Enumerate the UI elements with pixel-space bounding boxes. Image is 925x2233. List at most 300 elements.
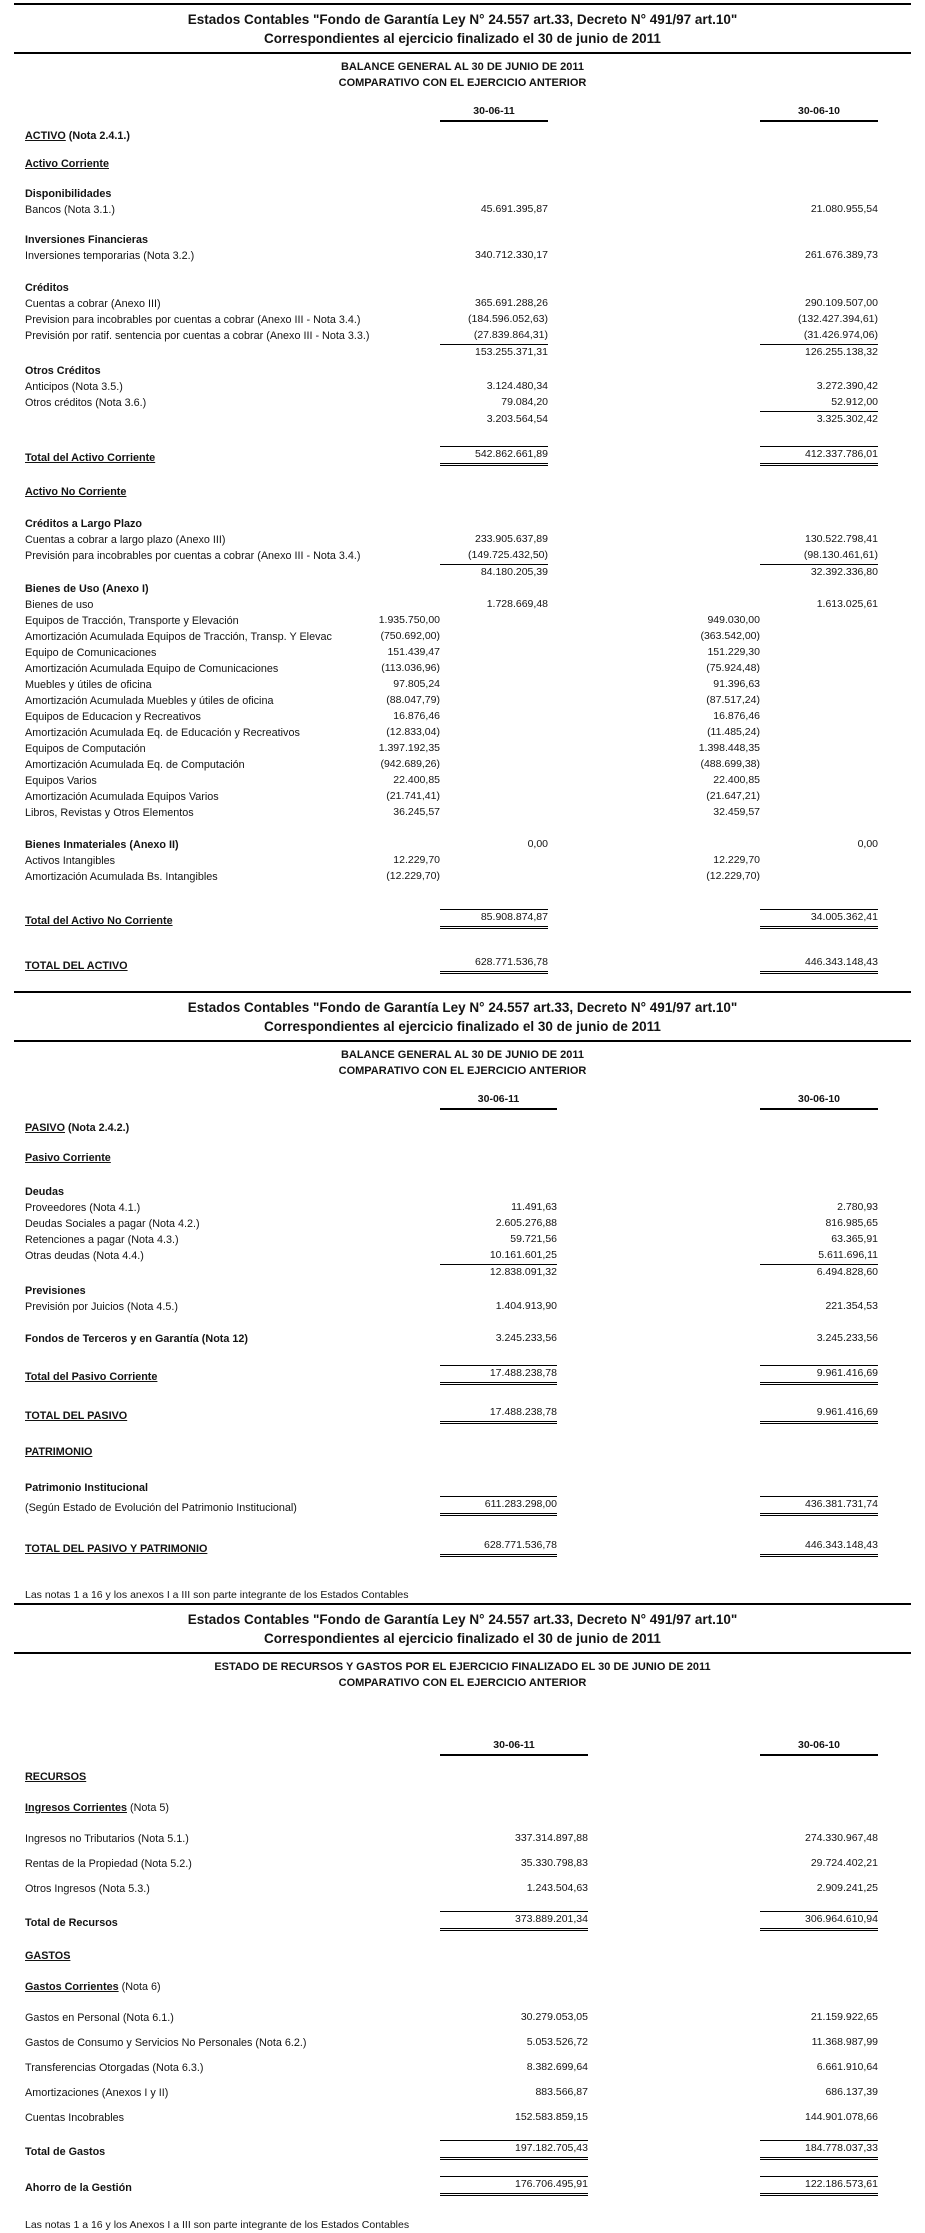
amount-cell-a: [370, 1280, 440, 1281]
amount-cell-d: 9.961.416,69: [760, 1365, 878, 1385]
amount-cell-a: [370, 928, 440, 929]
amount-cell-b: 628.771.536,78: [440, 1538, 557, 1557]
amount-cell-b: [440, 1135, 557, 1136]
amount-cell-a: [370, 547, 440, 548]
amount-cell-d: [760, 788, 878, 789]
amount-cell-b: 35.330.798,83: [520, 1857, 588, 1869]
amount-cell-b: [440, 1994, 588, 1995]
amount-cell-b: 628.771.536,78: [440, 955, 548, 974]
amount-cell-a: [370, 465, 440, 466]
amount-cell-d: [760, 756, 878, 757]
amount-cell-c: [588, 2195, 760, 2196]
table-row: [0, 741, 925, 757]
row-label: Gastos de Consumo y Servicios No Personales (Nota 6.2.): [25, 2037, 307, 2049]
row-label: Proveedores (Nota 4.1.): [25, 1202, 141, 1214]
amount-cell-b: [440, 171, 548, 172]
amount-cell-b: [440, 1459, 557, 1460]
table-row: [0, 773, 925, 789]
row-label: Ahorro de la Gestión: [25, 2182, 132, 2194]
amount-cell-d: 144.901.078,66: [805, 2111, 878, 2123]
amount-cell-a: [370, 295, 440, 296]
table-row: [0, 2009, 925, 2026]
divider: [14, 52, 911, 54]
amount-cell-d: [760, 804, 878, 805]
amount-cell-d: [760, 820, 878, 821]
amount-cell-b: [440, 1784, 588, 1785]
column-header-current: 30-06-11: [440, 1092, 557, 1110]
table-row: [0, 344, 925, 361]
amount-cell-b: 84.180.205,39: [440, 564, 548, 581]
table-row: [0, 2176, 925, 2196]
amount-cell-b: (27.839.864,31): [473, 329, 548, 341]
amount-cell-c: [588, 1963, 760, 1964]
row-label: Inversiones Financieras: [25, 234, 149, 246]
amount-cell-b: 12.838.091,32: [440, 1264, 557, 1281]
amount-cell-d: 1.613.025,61: [816, 598, 878, 610]
row-label: Equipos de Tracción, Transporte y Elevación: [25, 615, 239, 627]
amount-cell-c: 32.459,57: [713, 806, 760, 818]
amount-cell-c: [588, 2075, 760, 2076]
amount-cell-a: [370, 143, 440, 144]
amount-cell-c: [548, 143, 760, 144]
amount-cell-a: [370, 1963, 440, 1964]
table-row: [0, 248, 925, 264]
table-row: [0, 693, 925, 709]
row-label: Equipo de Comunicaciones: [25, 647, 157, 659]
table-row: [0, 789, 925, 805]
amount-cell-a: [370, 394, 440, 395]
row-label: Previsión para incobrables por cuentas a cobrar (Anexo III - Nota 3.4.): [25, 550, 361, 562]
amount-cell-b: 11.491,63: [511, 1201, 557, 1213]
page-balance-pasivo: [0, 988, 925, 1600]
amount-cell-b: 5.053.526,72: [526, 2036, 588, 2048]
row-label: Bienes de uso: [25, 599, 94, 611]
amount-cell-a: [370, 973, 440, 974]
amount-cell-b: 3.245.233,56: [495, 1332, 557, 1344]
amount-cell-d: 9.961.416,69: [760, 1405, 878, 1424]
amount-cell-c: [557, 1231, 760, 1232]
table-row: [0, 564, 925, 581]
amount-cell-d: 412.337.786,01: [760, 446, 878, 466]
document-title: Estados Contables "Fondo de Garantía Ley N° 24.557 art.33, Decreto N° 491/97 art.10": [187, 1612, 738, 1627]
amount-cell-c: [548, 973, 760, 974]
table-row: [0, 2140, 925, 2160]
amount-cell-a: 12.229,70: [393, 854, 440, 866]
amount-cell-a: (21.741,41): [386, 790, 440, 802]
amount-cell-d: [760, 884, 878, 885]
table-row: [0, 1248, 925, 1264]
row-label: Muebles y útiles de oficina: [25, 679, 152, 691]
amount-cell-b: [440, 772, 548, 773]
row-label: Créditos: [25, 282, 69, 294]
amount-cell-a: [370, 427, 440, 428]
amount-cell-d: [760, 724, 878, 725]
amount-cell-b: 59.721,56: [510, 1233, 557, 1245]
amount-cell-d: 2.780,93: [837, 1201, 878, 1213]
amount-cell-b: 197.182.705,43: [440, 2140, 588, 2160]
row-label: Pasivo Corriente: [25, 1152, 111, 1164]
table-row: [0, 1283, 925, 1299]
amount-cell-c: [557, 1495, 760, 1496]
amount-cell-a: (942.689,26): [380, 758, 440, 770]
amount-cell-a: 1.935.750,00: [378, 614, 440, 626]
amount-cell-c: [588, 1930, 760, 1931]
amount-cell-a: [370, 201, 440, 202]
amount-cell-b: 45.691.395,87: [480, 203, 548, 215]
row-label: Cuentas a cobrar (Anexo III): [25, 298, 161, 310]
amount-cell-c: (12.229,70): [706, 870, 760, 882]
amount-cell-d: 21.159.922,65: [810, 2011, 878, 2023]
amount-cell-d: 21.080.955,54: [810, 203, 878, 215]
amount-cell-b: [440, 708, 548, 709]
amount-cell-a: [370, 1165, 440, 1166]
row-label: Otros Ingresos (Nota 5.3.): [25, 1883, 150, 1895]
amount-cell-a: [370, 2159, 440, 2160]
table-row: [0, 709, 925, 725]
amount-cell-a: [370, 1247, 440, 1248]
rows-recursos-gastos: [0, 1768, 925, 2233]
amount-cell-b: [440, 820, 548, 821]
amount-cell-b: (149.725.432,50): [468, 549, 548, 561]
row-label: Prevision para incobrables por cuentas a cobrar (Anexo III - Nota 3.4.): [25, 314, 361, 326]
row-label-note: (Nota 5): [127, 1802, 170, 1814]
amount-cell-d: 52.912,00: [831, 396, 878, 408]
amount-cell-d: 122.186.573,61: [760, 2176, 878, 2196]
amount-cell-b: 17.488.238,78: [440, 1405, 557, 1424]
row-label: TOTAL DEL ACTIVO: [25, 960, 128, 972]
divider: [14, 991, 911, 993]
amount-cell-d: [760, 628, 878, 629]
amount-cell-d: (31.426.974,06): [803, 329, 878, 341]
amount-cell-a: (88.047,79): [386, 694, 440, 706]
amount-cell-c: [548, 596, 760, 597]
table-row: [0, 1830, 925, 1847]
row-label: Total de Recursos: [25, 1917, 118, 1929]
amount-cell-a: [370, 1263, 440, 1264]
row-label: Equipos de Educacion y Recreativos: [25, 711, 201, 723]
amount-cell-d: 11.368.987,99: [811, 2036, 878, 2048]
table-row: [0, 1216, 925, 1232]
amount-cell-b: 17.488.238,78: [440, 1365, 557, 1385]
table-row: [0, 613, 925, 629]
row-label: Activos Intangibles: [25, 855, 116, 867]
amount-cell-c: [557, 1314, 760, 1315]
amount-cell-a: [370, 1314, 440, 1315]
amount-cell-a: 36.245,57: [393, 806, 440, 818]
table-row: [0, 1299, 925, 1315]
row-label: TOTAL DEL PASIVO: [25, 1410, 128, 1422]
amount-cell-d: 6.661.910,64: [816, 2061, 878, 2073]
table-row: [0, 363, 925, 379]
amount-cell-d: [760, 1815, 878, 1816]
column-header-prior: 30-06-10: [760, 104, 878, 122]
table-row: [0, 296, 925, 312]
row-label: (Según Estado de Evolución del Patrimonio Institucional): [25, 1502, 297, 1514]
row-label: Amortizaciones (Anexos I y II): [25, 2087, 169, 2099]
amount-cell-c: [557, 1263, 760, 1264]
amount-cell-a: (113.036,96): [381, 662, 440, 674]
amount-cell-a: [370, 1423, 440, 1424]
amount-cell-d: [760, 1784, 878, 1785]
table-row: [0, 1184, 925, 1200]
amount-cell-d: 446.343.148,43: [760, 1538, 878, 1557]
amount-cell-c: [557, 1459, 760, 1460]
amount-cell-a: [370, 1815, 440, 1816]
amount-cell-c: [548, 427, 760, 428]
table-row: [0, 629, 925, 645]
row-label: Fondos de Terceros y en Garantía (Nota 12): [25, 1333, 248, 1345]
amount-cell-d: [760, 143, 878, 144]
amount-cell-a: (12.229,70): [386, 870, 440, 882]
amount-cell-b: 3.124.480,34: [486, 380, 548, 392]
amount-cell-c: [557, 1165, 760, 1166]
amount-cell-c: (488.699,38): [700, 758, 760, 770]
document-subtitle: Correspondientes al ejercicio finalizado el 30 de junio de 2011: [264, 1019, 661, 1034]
statement-name: BALANCE GENERAL AL 30 DE JUNIO DE 2011: [340, 1049, 585, 1061]
amount-cell-c: [557, 1346, 760, 1347]
row-label: Las notas 1 a 16 y los anexos I a III son parte integrante de los Estados Contables: [25, 1589, 409, 1600]
amount-cell-b: 30.279.053,05: [520, 2011, 588, 2023]
table-row: [0, 202, 925, 218]
amount-cell-c: [548, 394, 760, 395]
column-headers: [0, 104, 925, 122]
divider: [14, 1603, 911, 1605]
amount-cell-d: [760, 171, 878, 172]
row-label: Otros créditos (Nota 3.6.): [25, 397, 147, 409]
divider: [14, 1040, 911, 1042]
amount-cell-c: [588, 2159, 760, 2160]
amount-cell-c: 22.400,85: [713, 774, 760, 786]
amount-cell-a: [370, 1784, 440, 1785]
amount-cell-b: 337.314.897,88: [515, 1832, 588, 1844]
amount-cell-b: [440, 628, 548, 629]
table-row: [0, 837, 925, 853]
row-label: Ingresos no Tributarios (Nota 5.1.): [25, 1833, 189, 1845]
amount-cell-c: [588, 1896, 760, 1897]
amount-cell-d: 34.005.362,41: [760, 909, 878, 929]
amount-cell-b: 373.889.201,34: [440, 1911, 588, 1931]
table-row: [0, 1911, 925, 1931]
column-header-current: 30-06-11: [440, 104, 548, 122]
table-row: [0, 411, 925, 428]
row-label: Bienes Inmateriales (Anexo II): [25, 839, 179, 851]
amount-cell-d: 436.381.731,74: [760, 1496, 878, 1516]
amount-cell-d: [760, 1165, 878, 1166]
amount-cell-b: [440, 692, 548, 693]
amount-cell-d: 306.964.610,94: [760, 1911, 878, 1931]
table-row: [0, 1444, 925, 1460]
amount-cell-a: [370, 580, 440, 581]
table-row: [0, 1978, 925, 1995]
document-subtitle: Correspondientes al ejercicio finalizado el 30 de junio de 2011: [264, 1631, 661, 1646]
table-row: [0, 1768, 925, 1785]
table-row: [0, 1331, 925, 1347]
amount-cell-b: (184.596.052,63): [468, 313, 548, 325]
amount-cell-d: [760, 1135, 878, 1136]
row-label: Rentas de la Propiedad (Nota 5.2.): [25, 1858, 192, 1870]
amount-cell-d: 3.245.233,56: [816, 1332, 878, 1344]
row-label: Total de Gastos: [25, 2146, 106, 2158]
row-label: Cuentas a cobrar a largo plazo (Anexo III): [25, 534, 226, 546]
table-row: [0, 280, 925, 296]
row-label: Disponibilidades: [25, 188, 112, 200]
amount-cell-b: 153.255.371,31: [440, 344, 548, 361]
amount-cell-a: [370, 2025, 440, 2026]
amount-cell-b: [440, 1963, 588, 1964]
row-label: Previsiones: [25, 1285, 86, 1297]
amount-cell-c: [548, 295, 760, 296]
amount-cell-a: [370, 1459, 440, 1460]
amount-cell-d: 184.778.037,33: [760, 2140, 878, 2160]
table-row: [0, 2059, 925, 2076]
row-label: Libros, Revistas y Otros Elementos: [25, 807, 194, 819]
amount-cell-c: (87.517,24): [706, 694, 760, 706]
amount-cell-c: [548, 928, 760, 929]
amount-cell-a: [370, 1871, 440, 1872]
row-label: Retenciones a pagar (Nota 4.3.): [25, 1234, 179, 1246]
table-row: [0, 661, 925, 677]
amount-cell-d: 29.724.402,21: [810, 1857, 878, 1869]
amount-cell-a: [370, 360, 440, 361]
amount-cell-d: 686.137,39: [825, 2086, 878, 2098]
amount-cell-a: [370, 410, 440, 411]
amount-cell-d: 221.354,53: [825, 1300, 878, 1312]
amount-cell-c: [588, 1815, 760, 1816]
amount-cell-c: [588, 1994, 760, 1995]
amount-cell-a: 16.876,46: [393, 710, 440, 722]
row-label: RECURSOS: [25, 1771, 87, 1783]
statement-name: BALANCE GENERAL AL 30 DE JUNIO DE 2011: [340, 61, 585, 73]
amount-cell-c: [548, 465, 760, 466]
amount-cell-d: 446.343.148,43: [760, 955, 878, 974]
amount-cell-b: [440, 724, 548, 725]
table-row: [0, 1947, 925, 1964]
amount-cell-c: (11.485,24): [707, 726, 760, 738]
table-row: [0, 2109, 925, 2126]
footnote: [0, 1587, 925, 1600]
amount-cell-a: (750.692,00): [380, 630, 440, 642]
rows-activo: [0, 128, 925, 974]
amount-cell-a: [370, 217, 440, 218]
table-row: [0, 1880, 925, 1897]
amount-cell-b: 365.691.288,26: [475, 297, 548, 309]
table-row: [0, 516, 925, 532]
amount-cell-b: 542.862.661,89: [440, 446, 548, 466]
table-row: [0, 757, 925, 773]
amount-cell-c: [548, 360, 760, 361]
table-row: [0, 955, 925, 974]
row-label: Gastos en Personal (Nota 6.1.): [25, 2012, 174, 2024]
table-row: [0, 725, 925, 741]
amount-cell-d: 290.109.507,00: [805, 297, 878, 309]
amount-cell-b: 8.382.699,64: [526, 2061, 588, 2073]
table-row: [0, 1232, 925, 1248]
row-label: Total del Activo No Corriente: [25, 915, 173, 927]
amount-cell-c: [557, 1199, 760, 1200]
amount-cell-b: [440, 660, 548, 661]
amount-cell-a: 22.400,85: [393, 774, 440, 786]
amount-cell-c: [588, 1871, 760, 1872]
amount-cell-b: 79.084,20: [501, 396, 548, 408]
amount-cell-a: [370, 2100, 440, 2101]
table-row: [0, 645, 925, 661]
row-label: Amortización Acumulada Equipos de Tracción, Transp. Y Elevac: [25, 631, 332, 643]
table-row: [0, 1538, 925, 1557]
amount-cell-c: [557, 1135, 760, 1136]
table-row: [0, 379, 925, 395]
amount-cell-c: [548, 311, 760, 312]
amount-cell-c: [548, 247, 760, 248]
amount-cell-b: 3.203.564,54: [486, 413, 548, 425]
amount-cell-c: [548, 580, 760, 581]
amount-cell-c: [548, 171, 760, 172]
amount-cell-c: [557, 1280, 760, 1281]
row-label: Ingresos Corrientes (Nota 5): [25, 1802, 170, 1814]
amount-cell-c: [548, 378, 760, 379]
amount-cell-a: [370, 1495, 440, 1496]
amount-cell-c: [557, 1298, 760, 1299]
row-label-note: (Nota 6): [118, 1981, 161, 1993]
amount-cell-d: 5.611.696,11: [818, 1249, 878, 1261]
table-row: [0, 1405, 925, 1424]
page-balance-activo: [0, 0, 925, 988]
amount-cell-d: [760, 660, 878, 661]
amount-cell-c: [557, 1556, 760, 1557]
amount-cell-a: [370, 1135, 440, 1136]
amount-cell-d: [760, 676, 878, 677]
amount-cell-c: [548, 327, 760, 328]
amount-cell-d: 3.325.302,42: [760, 411, 878, 428]
amount-cell-a: [370, 1846, 440, 1847]
row-label: Inversiones temporarias (Nota 3.2.): [25, 250, 195, 262]
amount-cell-a: [370, 1515, 440, 1516]
table-row: [0, 1150, 925, 1166]
amount-cell-c: [548, 547, 760, 548]
amount-cell-a: [370, 2075, 440, 2076]
column-header-current: 30-06-11: [440, 1738, 588, 1756]
amount-cell-b: [440, 756, 548, 757]
amount-cell-a: (12.833,04): [386, 726, 440, 738]
table-row: [0, 312, 925, 328]
column-header-prior: 30-06-10: [760, 1092, 878, 1110]
amount-cell-c: [548, 410, 760, 411]
table-row: [0, 156, 925, 172]
amount-cell-d: [760, 692, 878, 693]
amount-cell-b: [440, 644, 548, 645]
amount-cell-c: [557, 1384, 760, 1385]
table-row: [0, 1799, 925, 1816]
amount-cell-a: [370, 263, 440, 264]
amount-cell-a: [370, 1556, 440, 1557]
amount-cell-d: [760, 1963, 878, 1964]
amount-cell-b: [440, 788, 548, 789]
amount-cell-c: [548, 217, 760, 218]
amount-cell-b: [440, 740, 548, 741]
row-label: GASTOS: [25, 1950, 71, 1962]
document-subtitle: Correspondientes al ejercicio finalizado el 30 de junio de 2011: [264, 31, 661, 46]
column-headers: [0, 1092, 925, 1110]
table-row: [0, 395, 925, 411]
footnote: [0, 2216, 925, 2233]
table-row: [0, 186, 925, 202]
amount-cell-c: [548, 531, 760, 532]
row-label: Amortización Acumulada Eq. de Computación: [25, 759, 245, 771]
amount-cell-a: 151.439,47: [387, 646, 440, 658]
amount-cell-d: [760, 740, 878, 741]
table-row: [0, 853, 925, 869]
amount-cell-b: [440, 499, 548, 500]
amount-cell-c: [588, 1846, 760, 1847]
